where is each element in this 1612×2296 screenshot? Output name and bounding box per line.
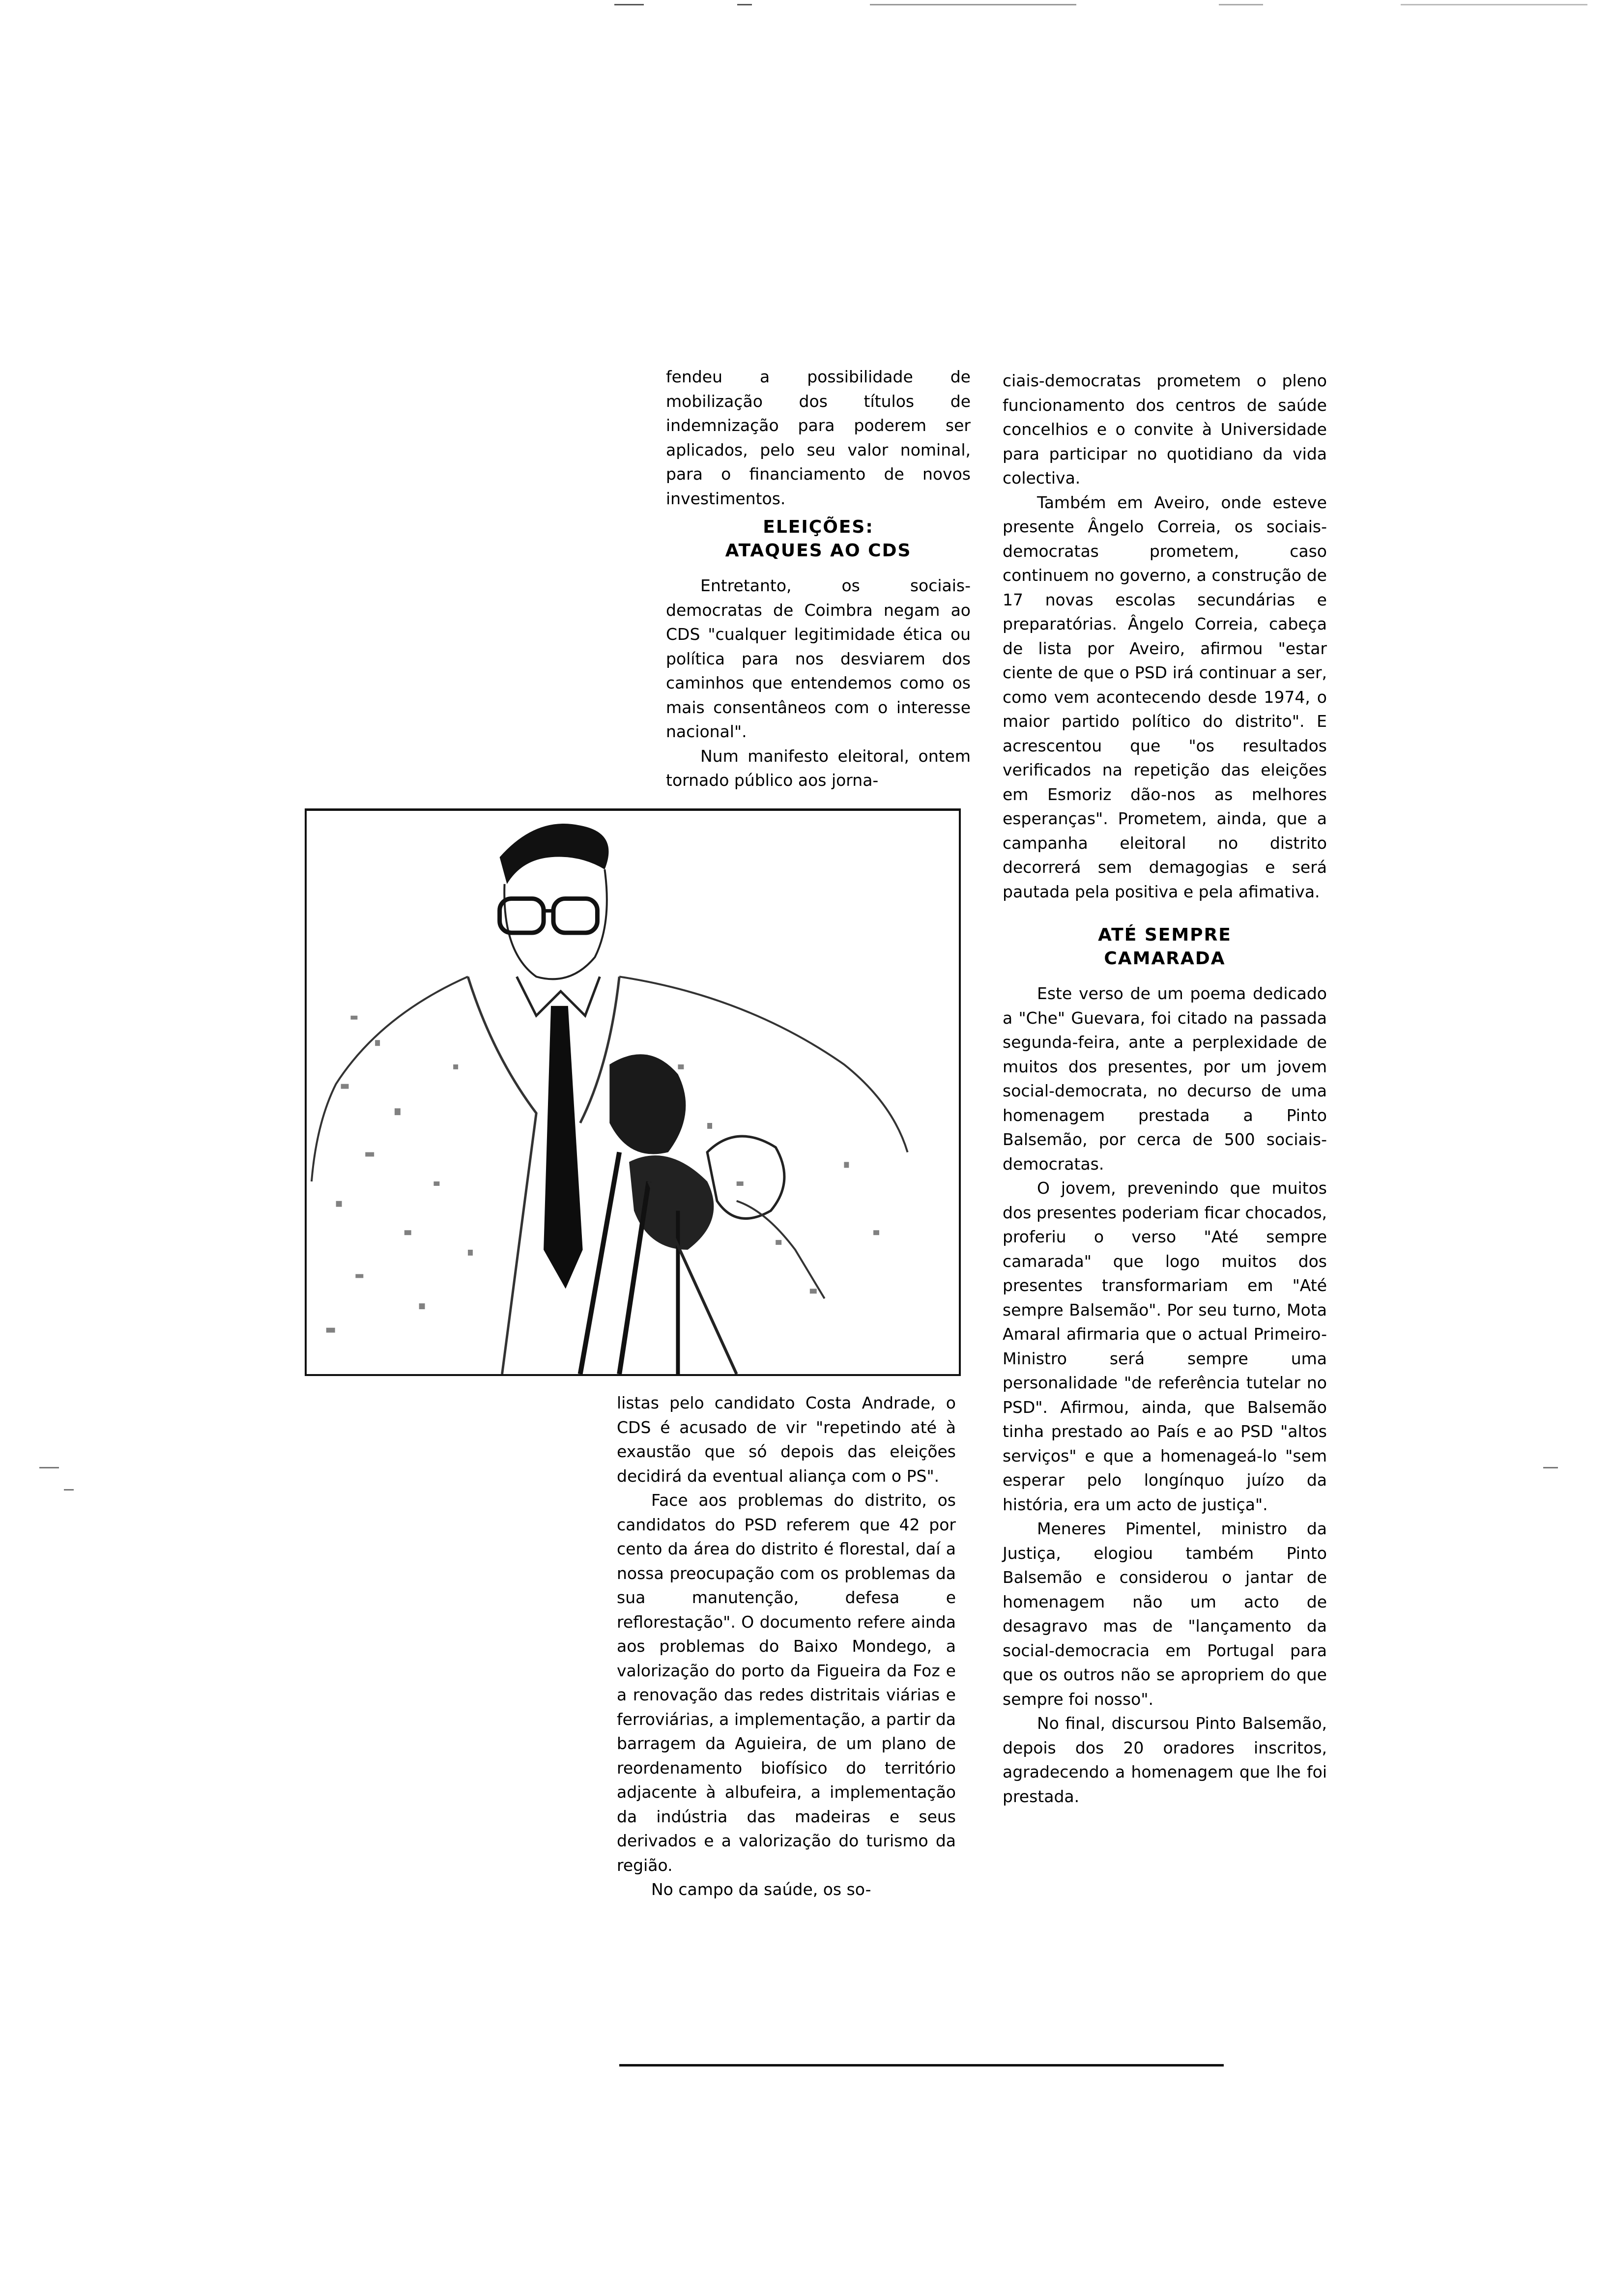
- heading-line: CAMARADA: [1104, 948, 1226, 969]
- edge-mark-right: [1543, 1467, 1558, 1468]
- heading-line: ATAQUES AO CDS: [725, 541, 912, 561]
- heading-line: ELEIÇÕES:: [763, 517, 874, 537]
- paragraph: Entretanto, os sociais-democratas de Coimbra negam ao CDS "cualquer legitimidade ética ou política para nos desviarem dos caminhos que entendemos como os mais consentâneos com o interesse nacional".: [666, 576, 971, 741]
- candidate-photo: [305, 808, 961, 1376]
- section-heading-eleicoes: [666, 516, 971, 563]
- edge-mark-left-2: [64, 1489, 74, 1491]
- candidate-portrait-image: [307, 811, 959, 1374]
- paragraph: No final, discursou Pinto Balsemão, depois dos 20 oradores inscritos, agradecendo a homenagem que lhe foi prestada.: [1003, 1714, 1327, 1806]
- edge-mark-left: [39, 1467, 59, 1468]
- paragraph: ciais-democratas prometem o pleno funcionamento dos centros de saúde concelhios e o convite à Universidade para participar no quotidiano da vida colectiva.: [1003, 371, 1327, 488]
- paragraph: No campo da saúde, os so-: [651, 1880, 871, 1899]
- paragraph: listas pelo candidato Costa Andrade, o CDS é acusado de vir "repetindo até à exaustão que só depois das eleições decidirá da eventual aliança com o PS".: [617, 1393, 956, 1486]
- paragraph: O jovem, prevenindo que muitos dos presentes poderiam ficar chocados, proferiu o verso "Até sempre camarada" que logo muitos dos presentes transformariam em "Até sempre Balsemão". Por seu turno, Mota Amaral afirmaria que o actual Primeiro-Ministro será sempre uma personalidade "de referência tutelar no PSD". Afirmou, ainda, que Balsemão tinha prestado ao País e ao PSD "altos serviços" e que a homenageá-lo "sem esperar pelo longínquo juízo da história, era um acto de justiça".: [1003, 1178, 1327, 1514]
- heading-line: ATÉ SEMPRE: [1098, 925, 1232, 945]
- article-end-rule: [619, 2064, 1224, 2066]
- column-1-bottom: [617, 1391, 956, 1902]
- column-1-top: [666, 365, 971, 793]
- paragraph: Este verso de um poema dedicado a "Che" Guevara, foi citado na passada segunda-feira, ante a perplexidade de muitos dos presentes, por um jovem social-democrata, no decurso de uma homenagem prestada a Pinto Balsemão, por cerca de 500 sociais-democratas.: [1003, 984, 1327, 1174]
- section-heading-ate-sempre-camarada: [1003, 923, 1327, 971]
- paragraph: fendeu a possibilidade de mobilização dos títulos de indemnização para poderem ser aplicados, pelo seu valor nominal, para o financiamento de novos investimentos.: [666, 367, 971, 508]
- scan-artifact-marks: [614, 4, 1597, 7]
- paragraph: Num manifesto eleitoral, ontem tornado público aos jorna-: [666, 746, 971, 790]
- paragraph: Meneres Pimentel, ministro da Justiça, elogiou também Pinto Balsemão e considerou o jantar de homenagem não um acto de desagravo mas de "lançamento da social-democracia em Portugal para que os outros não se apropriem do que sempre foi nosso".: [1003, 1519, 1327, 1709]
- paragraph: Também em Aveiro, onde esteve presente Ângelo Correia, os sociais-democratas prometem, caso continuem no governo, a construção de 17 novas escolas secundárias e preparatórias. Ângelo Correia, cabeça de lista por Aveiro, afirmou "estar ciente de que o PSD irá continuar a ser, como vem acontecendo desde 1974, o maior partido político do distrito". E acrescentou que "os resultados verificados na repetição das eleições em Esmoriz dão-nos as melhores esperanças". Prometem, ainda, que a campanha eleitoral no distrito decorrerá sem demagogias e será pautada pela positiva e pela afimativa.: [1003, 492, 1327, 901]
- paragraph: Face aos problemas do distrito, os candidatos do PSD referem que 42 por cento da área do distrito é florestal, daí a nossa preocupação com os problemas da sua manutenção, defesa e reflorestação". O documento refere ainda aos problemas do Baixo Mondego, a valorização do porto da Figueira da Foz e a renovação das redes distritais viárias e ferroviárias, a implementação, a partir da barragem da Aguieira, de um plano de reordenamento biofísico do território adjacente à albufeira, a implementação da indústria das madeiras e seus derivados e a valorização do turismo da região.: [617, 1491, 956, 1875]
- column-2: [1003, 369, 1327, 1808]
